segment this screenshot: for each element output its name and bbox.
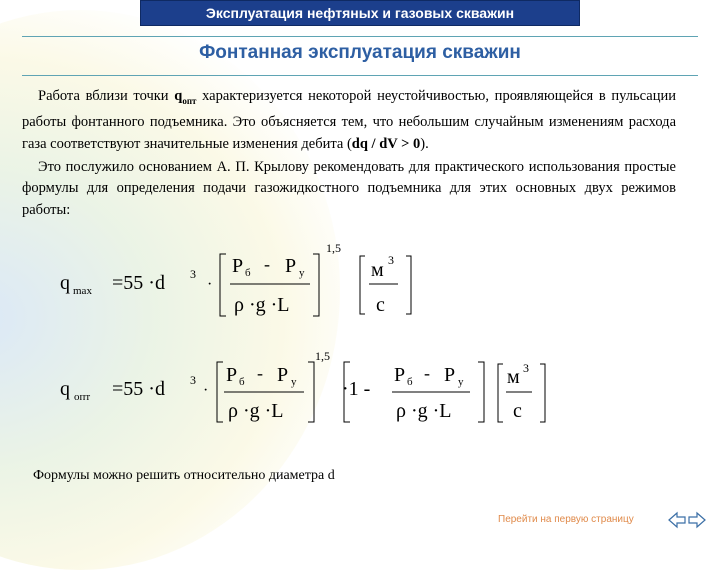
qopt-unit-bracket-right xyxy=(540,364,545,422)
header-title: Эксплуатация нефтяных и газовых скважин xyxy=(205,5,515,21)
body-text xyxy=(22,86,676,221)
qmax-lhs: q xyxy=(60,272,70,294)
qopt-one-minus: ·1 - xyxy=(342,378,371,400)
qmax-minus: - xyxy=(264,254,270,274)
note-text: Формулы можно решить относительно диаметра d xyxy=(33,468,335,483)
qopt-bracket-right xyxy=(308,362,314,422)
qmax-exponent: 1,5 xyxy=(326,241,341,255)
qopt-num-p1: P xyxy=(226,364,238,386)
paragraph-1: Работа вблизи точки $q_{опт}$ характеризуется некоторой неустойчивостью, проявляющейся в пульсации работы фонтанного подъемника. Это объясняется тем, что небольшим случайным изменениям расхода газа соответствуют значительные изменения дебита (dq / dV > 0). xyxy=(22,88,676,153)
title-divider xyxy=(22,75,698,76)
qmax-pow3: 3 xyxy=(190,267,196,281)
formula-qmax-svg xyxy=(60,240,460,330)
qopt-bracket-left xyxy=(217,362,223,422)
top-divider xyxy=(22,36,698,37)
qopt-unit-bracket-left xyxy=(498,364,503,422)
qmax-unit-num: м xyxy=(371,259,384,281)
qopt-num-sub1: б xyxy=(239,376,245,388)
paragraph-2: Это послужило основанием А. П. Крылову рекомендовать для практического использования простые формулы для определения подачи газожидкостного подъемника для этих основных двух режимов работы: xyxy=(22,158,676,218)
q-opt-symbol: $q_{опт}$ xyxy=(174,88,197,106)
qmax-num-sub1: б xyxy=(245,267,251,279)
prev-arrow-icon[interactable] xyxy=(669,513,685,527)
qopt2-minus: - xyxy=(424,363,430,383)
home-link[interactable]: Перейти на первую страницу xyxy=(498,514,634,525)
qopt-exponent: 1,5 xyxy=(315,349,330,363)
condition-text: dq / dV > 0 xyxy=(351,136,421,153)
nav-arrows xyxy=(667,510,707,530)
qmax-unit-bracket-right xyxy=(406,256,411,314)
qopt-lhs-sub: опт xyxy=(74,391,91,403)
qmax-num-p2: P xyxy=(285,255,297,277)
qmax-num-p1: P xyxy=(232,255,244,277)
qopt-bracket2-right xyxy=(478,362,484,422)
formula-qopt xyxy=(60,350,560,445)
slide-title: Фонтанная эксплуатация скважин xyxy=(199,42,521,63)
qopt2-num-p1: P xyxy=(394,364,406,386)
qmax-bracket-left xyxy=(220,254,226,316)
qopt-pow3: 3 xyxy=(190,373,196,387)
qmax-unit-bracket-left xyxy=(360,256,365,314)
qopt-den: ρ ·g ·L xyxy=(228,400,284,422)
qopt-dot: · xyxy=(203,382,209,399)
qmax-lhs-sub: max xyxy=(73,285,92,297)
qopt-unit-pow: 3 xyxy=(523,361,529,375)
qmax-dot: · xyxy=(207,276,213,293)
next-arrow-icon[interactable] xyxy=(689,513,705,527)
qopt-num-p2: P xyxy=(277,364,289,386)
qmax-unit-den: с xyxy=(376,294,385,316)
qmax-coef: =55 ·d xyxy=(112,272,165,294)
qopt2-num-sub2: у xyxy=(458,376,464,388)
qmax-den: ρ ·g ·L xyxy=(234,294,290,316)
qopt-lhs: q xyxy=(60,378,70,400)
nav-svg xyxy=(667,510,707,530)
qopt2-num-sub1: б xyxy=(407,376,413,388)
qopt-unit-den: с xyxy=(513,400,522,422)
qmax-bracket-right xyxy=(313,254,319,316)
header-bar xyxy=(140,0,580,26)
qmax-unit-pow: 3 xyxy=(388,253,394,267)
qopt-minus: - xyxy=(257,363,263,383)
qopt2-den: ρ ·g ·L xyxy=(396,400,452,422)
qopt-num-sub2: у xyxy=(291,376,297,388)
qopt2-num-p2: P xyxy=(444,364,456,386)
formula-qmax xyxy=(60,240,460,335)
qopt-unit-num: м xyxy=(507,366,520,388)
qopt-coef: =55 ·d xyxy=(112,378,165,400)
formula-qopt-svg xyxy=(60,350,560,440)
qmax-num-sub2: у xyxy=(299,267,305,279)
